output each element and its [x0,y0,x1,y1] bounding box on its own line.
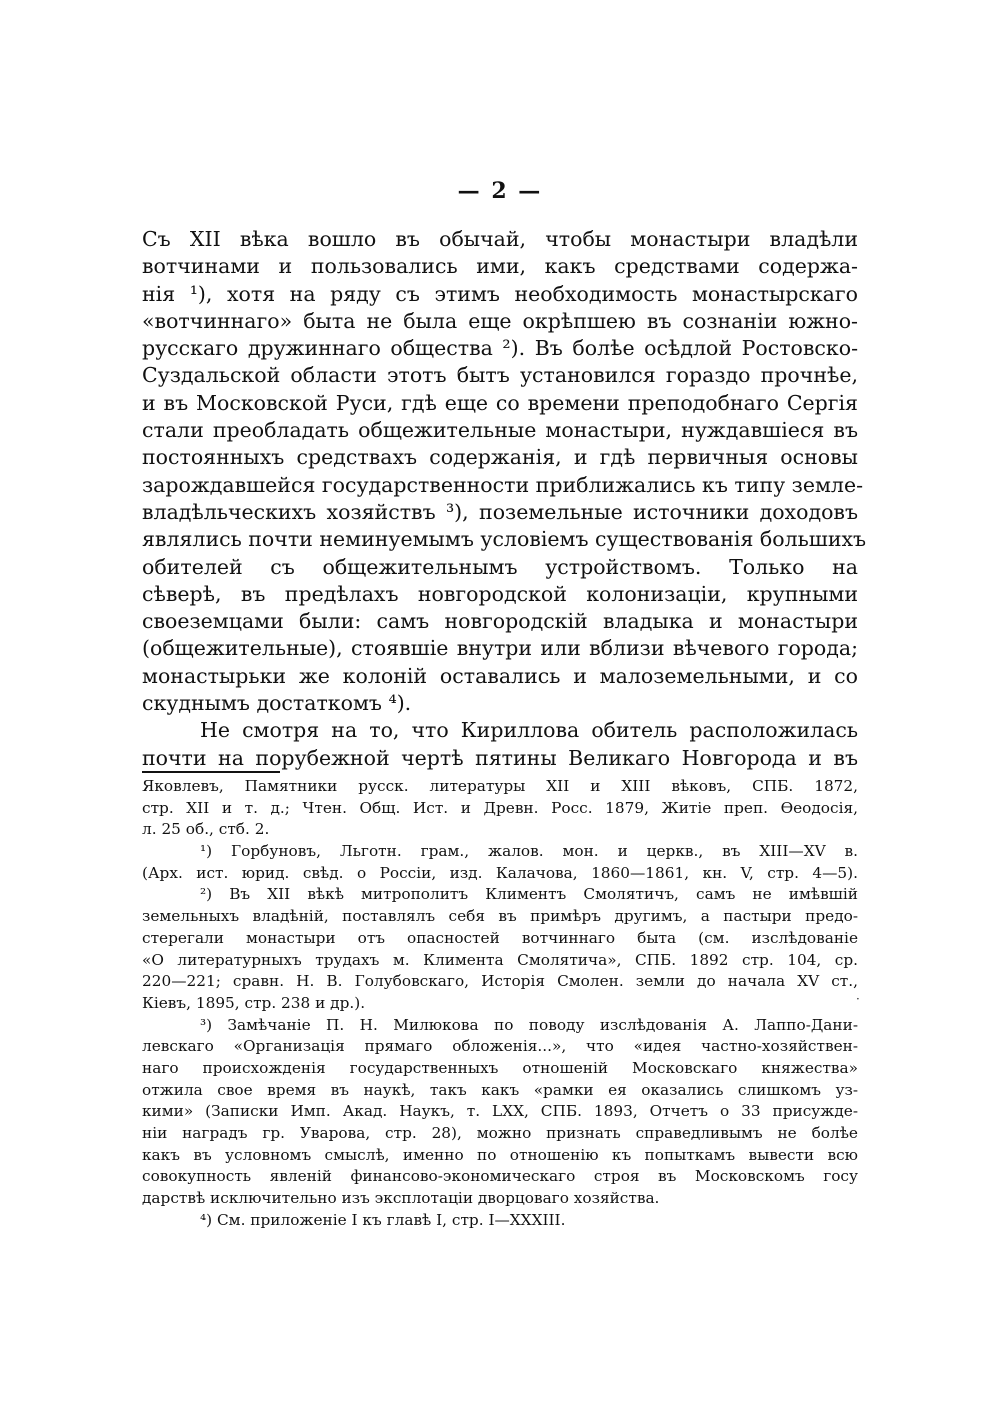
text-line: стали преобладать общежительные монастыри, нуждавшіеся въ [142,418,858,443]
footnote-line: дарствѣ исключительно изъ эксплотаціи дворцоваго хозяйства. [142,1189,660,1208]
footnote-line: Яковлевъ, Памятники русск. литературы XII и XIII вѣковъ, СПБ. 1872, [142,777,858,795]
text-line: нія ¹), хотя на ряду съ этимъ необходимость монастырскаго [142,281,858,306]
text-line: сѣверѣ, въ предѣлахъ новгородской колонизаціи, крупными [142,581,858,606]
text-line: Суздальской области этотъ бытъ установился гораздо прочнѣе, [142,363,858,388]
footnote-line: совокупность явленій финансово-экономическаго строя въ Московскомъ госу [142,1167,858,1186]
text-line: являлись почти неминуемымъ условіемъ существованія большихъ [142,527,867,552]
footnote-line: «О литературныхъ трудахъ м. Климента Смолятича», СПБ. 1892 стр. 104, ср. [142,950,858,969]
margin-dot: · [856,992,860,1006]
footnote-line: отжила свое время въ наукѣ, такъ какъ «рамки ея оказались слишкомъ уз- [142,1080,858,1099]
footnote-line: стерегали монастыри отъ опасностей вотчиннаго быта (см. изслѣдованіе [142,928,858,947]
main-text [142,226,867,772]
text-line: (общежительные), стоявшіе внутри или вблизи вѣчевого города; [142,636,858,661]
text-line: русскаго дружиннаго общества ²). Въ болѣе осѣдлой Ростовско- [142,336,858,361]
footnote-line: ²) Въ XII вѣкѣ митрополитъ Климентъ Смолятичъ, самъ не имѣвшій [200,885,858,904]
text-line: владѣльческихъ хозяйствъ ³), поземельные источники доходовъ [142,499,858,524]
text-line: постоянныхъ средствахъ содержанія, и гдѣ первичныя основы [142,445,858,470]
footnote-line: наго происхожденія государственныхъ отношеній Московскаго княжества» [142,1058,858,1077]
footnote-line: ³) Замѣчаніе П. Н. Милюкова по поводу изслѣдованія А. Лаппо-Дани- [200,1015,858,1034]
page-number: — 2 — [457,178,543,204]
footnote-line: (Арх. ист. юрид. свѣд. о Россіи, изд. Калачова, 1860—1861, кн. V, стр. 4—5). [142,863,858,882]
text-line: монастырьки же колоній оставались и малоземельными, и со [142,663,858,688]
footnote-line: кими» (Записки Имп. Акад. Наукъ, т. LXX, СПБ. 1893, Отчетъ о 33 присужде- [142,1102,858,1121]
footnote-line: левскаго «Организація прямаго обложенія...», что «идея частно-хозяйствен- [142,1037,858,1056]
footnote-line: какъ въ условномъ смыслѣ, именно по отношенію къ попыткамъ вывести всю [142,1145,858,1164]
text-line: Не смотря на то, что Кириллова обитель расположилась [200,718,858,743]
text-line: почти на порубежной чертѣ пятины Великаго Новгорода и въ [142,745,858,770]
footnote-line: 220—221; сравн. Н. В. Голубовскаго, Исторія Смолен. земли до начала XV ст., [142,972,858,991]
footnotes [142,776,858,1231]
footnote-line: стр. XII и т. д.; Чтен. Общ. Ист. и Древн. Росс. 1879, Житіе преп. Ѳеодосія, [142,798,858,817]
footnote-line: Кіевъ, 1895, стр. 238 и др.). [142,993,366,1012]
footnote-line: ніи наградъ гр. Уварова, стр. 28), можно признать справедливымъ не болѣе [142,1124,858,1142]
text-line: обителей съ общежительнымъ устройствомъ. Только на [142,554,858,579]
text-line: и въ Московской Руси, гдѣ еще со времени преподобнаго Сергія [142,390,858,415]
text-line: зарождавшейся государственности приближались къ типу земле- [142,472,864,497]
text-line: «вотчиннаго» быта не была еще окрѣпшею въ сознаніи южно- [142,308,858,333]
text-line: скуднымъ достаткомъ ⁴). [142,691,412,716]
footnote-separator [142,771,280,773]
text-line: своеземцами были: самъ новгородскій владыка и монастыри [142,609,858,634]
footnote-line: ¹) Горбуновъ, Льготн. грам., жалов. мон. и церкв., въ XIII—XV в. [200,842,858,861]
footnote-line: ⁴) См. приложеніе I къ главѣ I, стр. I—XXXIII. [200,1210,566,1229]
footnote-line: земельныхъ владѣній, поставлялъ себя въ примѣръ другимъ, а пастыри предо- [142,907,858,926]
text-line: вотчинами и пользовались ими, какъ средствами содержа- [142,254,858,279]
footnote-line: л. 25 об., стб. 2. [142,820,270,839]
text-line: Съ XII вѣка вошло въ обычай, чтобы монастыри владѣли [142,227,858,251]
